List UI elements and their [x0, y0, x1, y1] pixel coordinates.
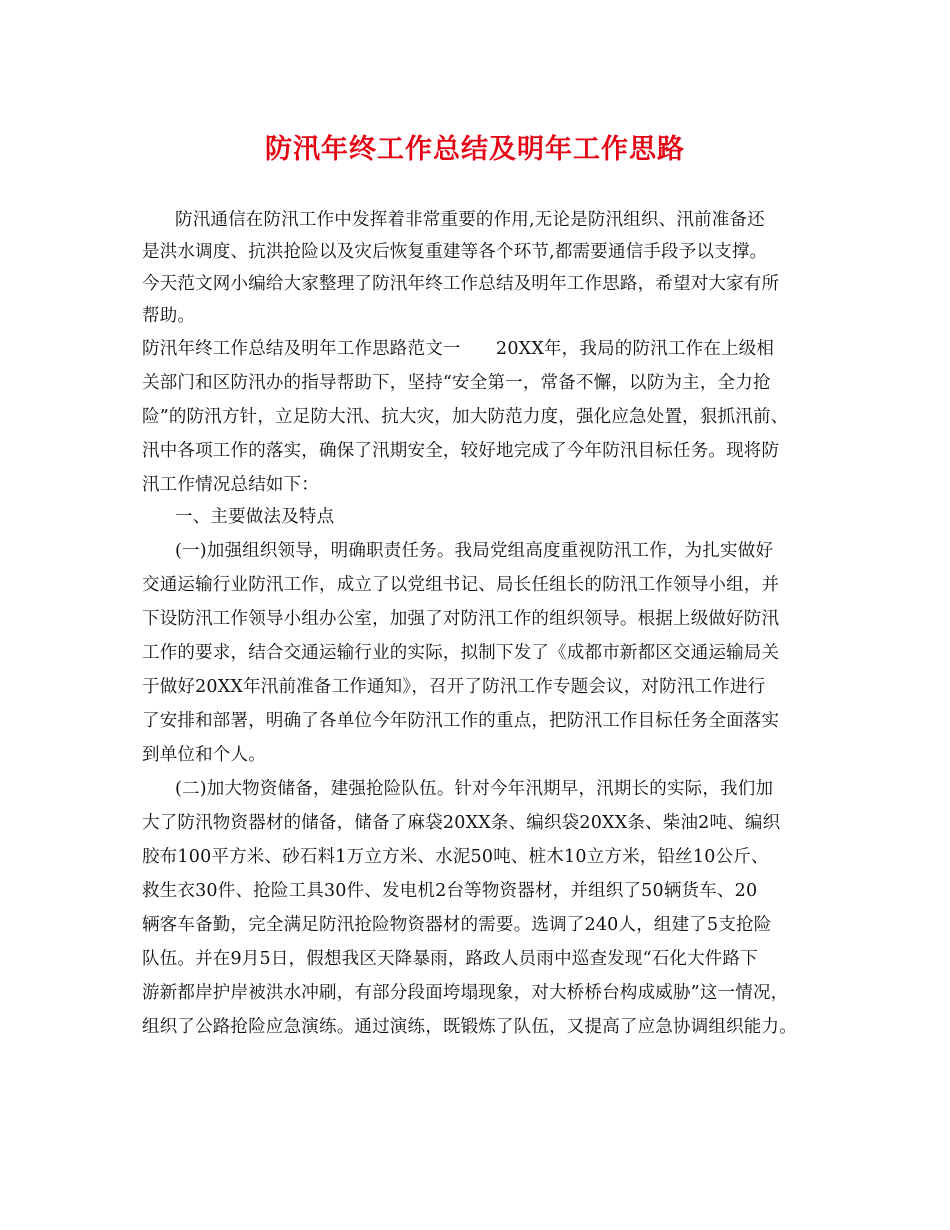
document-title: 防汛年终工作总结及明年工作思路 [265, 134, 685, 165]
paragraph-line: 是洪水调度、抗洪抢险以及灾后恢复重建等各个环节,都需要通信手段予以支撑。 [142, 242, 768, 262]
paragraph-line: 大了防汛物资器材的储备，储备了麻袋20XX条、编织袋20XX条、柴油2吨、编织 [142, 813, 781, 833]
paragraph-line: 防汛通信在防汛工作中发挥着非常重要的作用,无论是防汛组织、汛前准备还 [175, 210, 765, 230]
paragraph-line: 汛工作情况总结如下： [142, 475, 319, 495]
paragraph-line: 险”的防汛方针，立足防大汛、抗大灾，加大防范力度，强化应急处置，狠抓汛前、 [142, 407, 789, 427]
paragraph-line: 组织了公路抢险应急演练。通过演练，既锻炼了队伍，又提高了应急协调组织能力。 [142, 1017, 797, 1037]
paragraph-line: 到单位和个人。 [142, 745, 266, 765]
paragraph-line: 队伍。并在9月5日，假想我区天降暴雨，路政人员雨中巡查发现“石化大件路下 [142, 949, 758, 969]
paragraph-line: 今天范文网小编给大家整理了防汛年终工作总结及明年工作思路，希望对大家有所 [142, 274, 780, 294]
paragraph-line: 于做好20XX年汛前准备工作通知》，召开了防汛工作专题会议，对防汛工作进行 [142, 677, 766, 697]
paragraph-line: 帮助。 [142, 306, 196, 326]
paragraph-line: 救生衣30件、抢险工具30件、发电机2台等物资器材，并组织了50辆货车、20 [142, 881, 758, 901]
paragraph-line: 工作的要求，结合交通运输行业的实际，拟制下发了《成都市新都区交通运输局关 [142, 643, 780, 663]
paragraph-line: (二)加大物资储备，建强抢险队伍。针对今年汛期早，汛期长的实际，我们加 [175, 779, 774, 799]
paragraph-line: 汛中各项工作的落实，确保了汛期安全，较好地完成了今年防汛目标任务。现将防 [142, 441, 780, 461]
paragraph-line: 防汛年终工作总结及明年工作思路范文一 20XX年，我局的防汛工作在上级相 [142, 339, 775, 359]
paragraph-line: 交通运输行业防汛工作，成立了以党组书记、局长任组长的防汛工作领导小组，并 [142, 575, 780, 595]
paragraph-line: 胶布100平方米、砂石料1万立方米、水泥50吨、桩木10立方米，铅丝10公斤、 [142, 847, 769, 867]
paragraph-line: 关部门和区防汛办的指导帮助下，坚持“安全第一，常备不懈，以防为主，全力抢 [142, 373, 771, 393]
section-heading: 一、主要做法及特点 [175, 507, 335, 527]
paragraph-line: 下设防汛工作领导小组办公室，加强了对防汛工作的组织领导。根据上级做好防汛 [142, 609, 780, 629]
paragraph-line: 辆客车备勤，完全满足防汛抢险物资器材的需要。选调了240人，组建了5支抢险 [142, 915, 772, 935]
paragraph-line: 游新都岸护岸被洪水冲刷，有部分段面垮塌现象，对大桥桥台构成威胁”这一情况， [142, 983, 789, 1003]
paragraph-line: (一)加强组织领导，明确职责任务。我局党组高度重视防汛工作，为扎实做好 [175, 541, 774, 561]
paragraph-line: 了安排和部署，明确了各单位今年防汛工作的重点，把防汛工作目标任务全面落实 [142, 711, 780, 731]
